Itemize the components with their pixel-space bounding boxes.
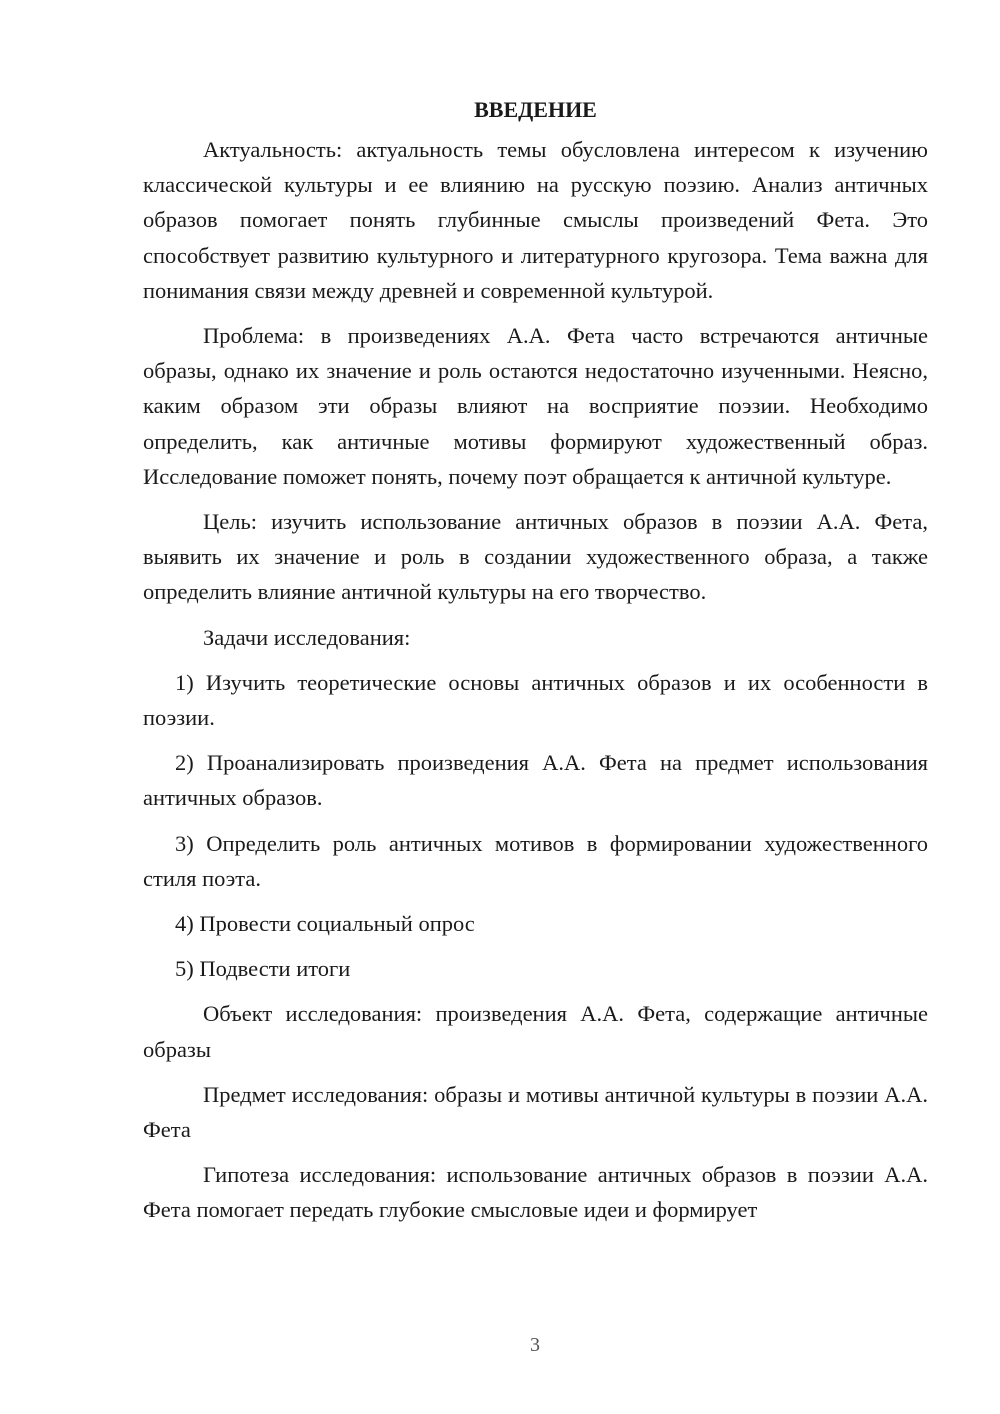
page-number: 3 <box>530 1334 540 1356</box>
list-item: 3) Определить роль античных мотивов в формировании художественного стиля поэта. <box>143 830 928 891</box>
paragraph-object: Объект исследования: произведения А.А. Фета, содержащие античные образы <box>143 1001 928 1062</box>
page-title: ВВЕДЕНИЕ <box>474 97 597 122</box>
paragraph-hypothesis: Гипотеза исследования: использование античных образов в поэзии А.А. Фета помогает передать глубокие смысловые идеи и формирует <box>143 1162 928 1223</box>
list-item: 4) Провести социальный опрос <box>175 911 475 937</box>
document-page <box>143 92 928 1238</box>
paragraph-goal: Цель: изучить использование античных образов в поэзии А.А. Фета, выявить их значение и роль в создании художественного образа, а также определить влияние античной культуры на его творчество. <box>143 509 928 605</box>
list-item: 2) Проанализировать произведения А.А. Фета на предмет использования античных образов. <box>143 750 928 811</box>
list-item: 1) Изучить теоретические основы античных образов и их особенности в поэзии. <box>143 669 928 731</box>
paragraph-subject: Предмет исследования: образы и мотивы античной культуры в поэзии А.А. Фета <box>143 1081 928 1143</box>
list-item: 5) Подвести итоги <box>175 956 351 982</box>
tasks-heading: Задачи исследования: <box>203 624 411 650</box>
paragraph-problem: Проблема: в произведениях А.А. Фета часто встречаются античные образы, однако их значение и роль остаются недостаточно изученными. Неясно, каким образом эти образы влияют на восприятие поэзии. Необходимо определить, как античные мотивы формируют художественный образ. Исследование поможет понять, почему поэт обращается к античной культуре. <box>143 323 928 489</box>
paragraph-relevance: Актуальность: актуальность темы обусловлена интересом к изучению классической культуры и ее влиянию на русскую поэзию. Анализ античных образов помогает понять глубинные смыслы произведений Фета. Это способствует развитию культурного и литературного кругозора. Тема важна для понимания связи между древней и современной культурой. <box>143 137 928 303</box>
